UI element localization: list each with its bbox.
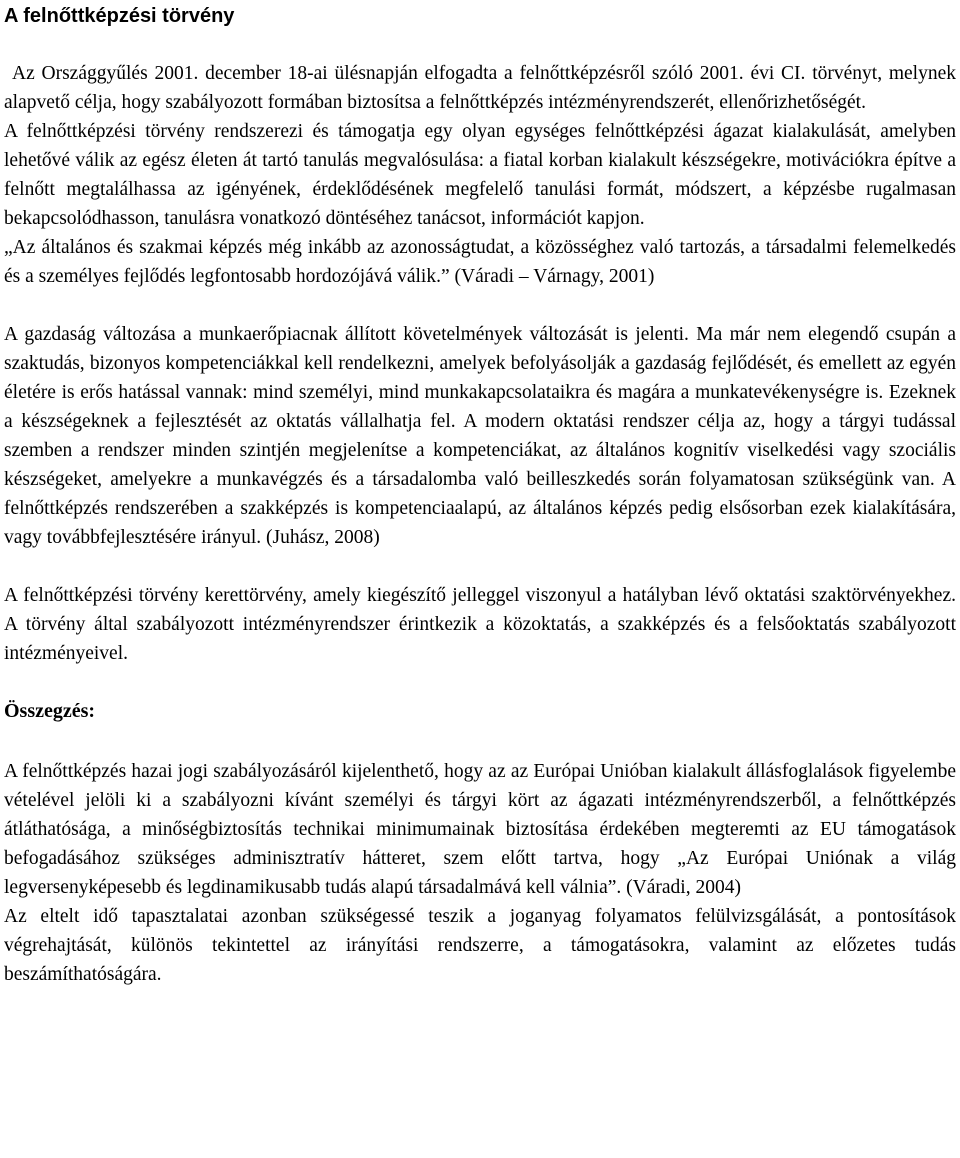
document-page	[4, 0, 956, 989]
paragraph-law-adoption: Az Országgyűlés 2001. december 18-ai ülésnapján elfogadta a felnőttképzésről szóló 2001. évi CI. törvényt, melynek alapvető célja, hogy szabályozott formában biztosítsa a felnőttképzés intézményrendszerét, ellenőrizhetőségét.	[4, 63, 956, 113]
summary-paragraph-review: Az eltelt idő tapasztalatai azonban szükségessé teszik a joganyag folyamatos felülvizsgálását, a pontosítások végrehajtását, különös tekintettel az irányítási rendszerre, a támogatásokra, valamint az előzetes tudás beszámíthatóságára.	[4, 906, 956, 985]
paragraph-quote: „Az általános és szakmai képzés még inkább az azonosságtudat, a közösséghez való tartozás, a társadalmi felemelkedés és a személyes fejlődés legfontosabb hordozójává válik.” (Váradi – Várnagy, 2001)	[4, 237, 956, 287]
paragraph-law-purpose: A felnőttképzési törvény rendszerezi és támogatja egy olyan egységes felnőttképzési ágazat kialakulását, amelyben lehetővé válik az egész életen át tartó tanulás megvalósulása: a fiatal korban kialakult készségekre, motivációkra építve a felnőtt megtalálhassa az igényének, érdeklődésének megfelelő tanulási formát, módszert, a képzésbe rugalmasan bekapcsolódhasson, tanulásra vonatkozó döntéséhez tanácsot, információt kapjon.	[4, 121, 956, 229]
summary-paragraph-eu: A felnőttképzés hazai jogi szabályozásáról kijelenthető, hogy az az Európai Unióban kialakult állásfoglalások figyelembe vételével jelöli ki a szabályozni kívánt személyi és tárgyi kört az ágazati intézményrendszerből, a felnőttképzés átláthatósága, a minőségbiztosítás technikai minimumainak biztosítása érdekében megteremti az EU támogatások befogadásához szükséges adminisztratív hátteret, szem előtt tartva, hogy „Az Európai Uniónak a világ legversenyképesebb és legdinamikusabb tudás alapú társadalmává kell válnia”. (Váradi, 2004)	[4, 761, 956, 898]
paragraph-economy-competencies: A gazdaság változása a munkaerőpiacnak állított követelmények változását is jelenti. Ma már nem elegendő csupán a szaktudás, bizonyos kompetenciákkal kell rendelkezni, amelyek befolyásolják a gazdaság fejlődését, és emellett az egyén életére is erős hatással vannak: mind személyi, mind munkakapcsolataikra és magára a munkatevékenységre is. Ezeknek a készségeknek a fejlesztését az oktatás vállalhatja fel. A modern oktatási rendszer célja az, hogy a tárgyi tudással szemben a rendszer minden szintjén megjelenítse a kompetenciákat, az általános kognitív viselkedési vagy szociális készségeket, amelyekre a munkavégzés és a társadalomba való beilleszkedés során folyamatosan szükségünk van. A felnőttképzés rendszerében a szakképzés is kompetenciaalapú, az általános képzés pedig elsősorban ezek kialakítására, vagy továbbfejlesztésére irányul. (Juhász, 2008)	[4, 324, 956, 548]
paragraph-framework-law: A felnőttképzési törvény kerettörvény, amely kiegészítő jelleggel viszonyul a hatályban lévő oktatási szaktörvényekhez. A törvény által szabályozott intézményrendszer érintkezik a közoktatás, a szakképzés és a felsőoktatás szabályozott intézményeivel.	[4, 585, 956, 664]
document-title: A felnőttképzési törvény	[4, 5, 235, 27]
summary-heading: Összegzés:	[4, 700, 96, 722]
